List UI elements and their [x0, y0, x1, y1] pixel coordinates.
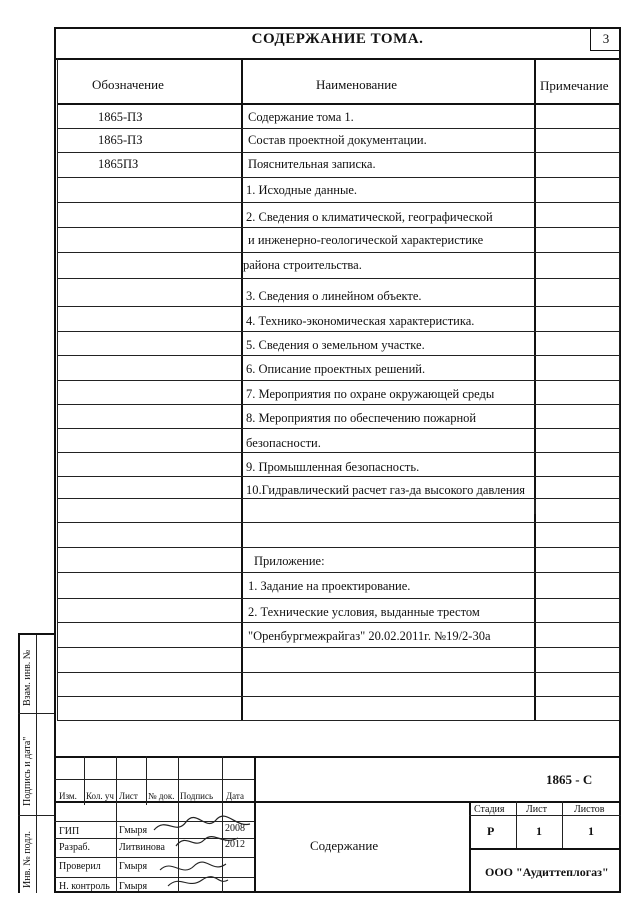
sheet-name: Содержание [310, 838, 379, 853]
row-name: 2. Технические условия, выданные трестом [248, 605, 480, 619]
row-line [57, 720, 619, 721]
side-vzam-inv: Взам. инв. № [22, 649, 33, 706]
row-name: и инженерно-геологической характеристике [248, 233, 484, 247]
tb-person: Гмыря [119, 881, 148, 892]
row-line [57, 306, 619, 307]
header-designation: Обозначение [92, 77, 164, 92]
row-line [57, 227, 619, 228]
row-line [57, 380, 619, 381]
tb-person: Гмыря [119, 825, 148, 836]
sheet-value: 1 [536, 824, 542, 838]
tb-role: Разраб. [59, 842, 90, 853]
tb-date: 2008 [225, 823, 245, 834]
row-name: Приложение: [254, 554, 325, 568]
table-right-edge [619, 58, 620, 720]
titleblock-top [54, 756, 621, 758]
row-name: 5. Сведения о земельном участке. [246, 338, 425, 352]
col-divider-2 [534, 58, 536, 720]
row-line [57, 572, 619, 573]
page-number: 3 [590, 28, 621, 51]
tb-person: Литвинова [119, 842, 165, 853]
row-line [57, 522, 619, 523]
row-line [57, 331, 619, 332]
row-name: Пояснительная записка. [248, 157, 376, 171]
row-designation: 1865ПЗ [98, 157, 139, 171]
tb-col [146, 756, 147, 805]
side-strip-sep1 [18, 713, 54, 714]
row-name: Содержание тома 1. [248, 110, 354, 124]
row-name: 2. Сведения о климатической, географической [246, 210, 493, 224]
signature-1 [146, 812, 254, 892]
row-name: района строительства. [243, 258, 362, 272]
row-name: 6. Описание проектных решений. [246, 362, 426, 376]
row-name: 3. Сведения о линейном объекте. [246, 289, 422, 303]
tb-right-row2 [469, 848, 621, 850]
side-strip-sep2 [18, 815, 54, 816]
sheets-label: Листов [574, 804, 605, 815]
tb-col [116, 756, 117, 893]
row-line [57, 177, 619, 178]
row-name: Состав проектной документации. [248, 133, 427, 147]
side-inv-orig: Инв. № подл. [22, 831, 33, 888]
row-line [57, 355, 619, 356]
tb-header: Изм. [59, 791, 77, 801]
row-line [57, 498, 619, 499]
header-name: Наименование [316, 77, 397, 92]
stage-label: Стадия [474, 804, 505, 815]
row-designation: 1865-ПЗ [98, 133, 143, 147]
side-strip-divider [36, 633, 37, 893]
tb-right-col [562, 801, 563, 848]
row-name: 10.Гидравлический расчет газ-да высокого давления [246, 483, 526, 497]
tb-role: Н. контроль [59, 881, 110, 892]
document-code: 1865 - С [546, 772, 593, 787]
tb-header: Подпись [180, 791, 214, 801]
side-strip-border [18, 633, 20, 893]
side-strip-top [18, 633, 54, 635]
row-line [57, 252, 619, 253]
tb-header: Лист [119, 791, 138, 801]
tb-header: Дата [226, 791, 244, 801]
row-line [57, 476, 619, 477]
row-name: 1. Исходные данные. [246, 183, 358, 197]
row-name: безопасности. [246, 436, 321, 450]
company-name: ООО "Аудиттеплогаз" [485, 865, 609, 879]
tb-right-col [516, 801, 517, 848]
row-line [57, 672, 619, 673]
tb-date: 2012 [225, 839, 245, 850]
row-name: 7. Мероприятия по охране окружающей среды [246, 387, 495, 401]
row-name: 8. Мероприятия по обеспечению пожарной [246, 411, 477, 425]
tb-role: Проверил [59, 861, 101, 872]
stage-value: Р [487, 824, 495, 838]
tb-header: Кол. уч [86, 791, 114, 801]
row-line [57, 278, 619, 279]
header-note: Примечание [540, 78, 609, 93]
tb-role: ГИП [59, 826, 80, 837]
page-title: СОДЕРЖАНИЕ ТОМА. [251, 31, 424, 47]
row-line [57, 452, 619, 453]
row-line [57, 428, 619, 429]
row-line [57, 404, 619, 405]
tb-header: № док. [148, 791, 175, 801]
sheets-value: 1 [588, 824, 594, 838]
tb-col-main [254, 756, 256, 893]
row-line [57, 152, 619, 153]
tb-right-row [469, 815, 621, 816]
row-line [57, 202, 619, 203]
row-line [57, 598, 619, 599]
row-name: 9. Промышленная безопасность. [246, 460, 420, 474]
row-name: 1. Задание на проектирование. [248, 579, 411, 593]
table-left-edge [57, 58, 58, 720]
row-line [57, 128, 619, 129]
row-line [57, 547, 619, 548]
row-designation: 1865-ПЗ [98, 110, 143, 124]
titleblock-mid [54, 801, 621, 803]
col-divider-1 [241, 58, 243, 720]
row-name: "Оренбургмежрайгаз" 20.02.2011г. №19/2-30а [248, 629, 491, 643]
row-line [57, 647, 619, 648]
row-line [57, 696, 619, 697]
tb-person: Гмыря [119, 861, 148, 872]
row-line [57, 622, 619, 623]
cursor-mark [534, 500, 536, 514]
sheet-label: Лист [526, 804, 547, 815]
side-sign-date: Подпись и дата" [22, 736, 33, 806]
row-name: 4. Технико-экономическая характеристика. [246, 314, 475, 328]
tb-col [84, 756, 85, 805]
